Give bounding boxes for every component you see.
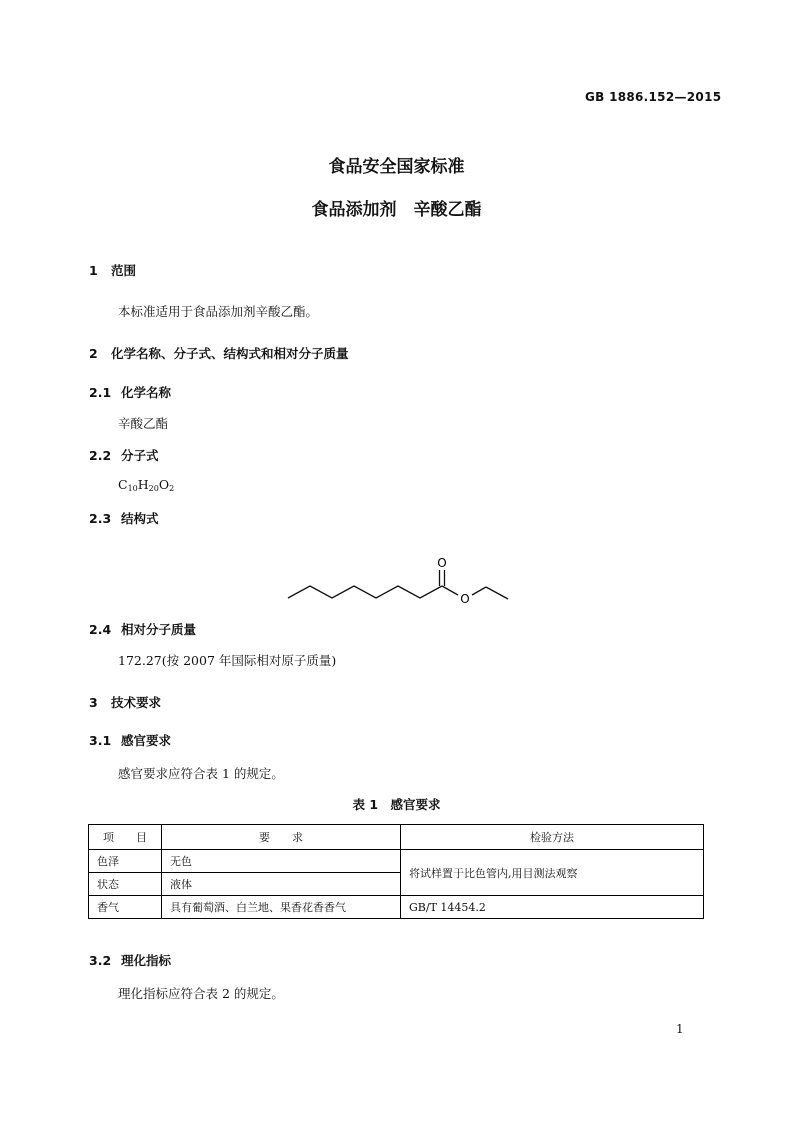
section-title: 分子式 [121,448,159,463]
section-number: 2.1 [89,385,112,400]
section-3-2-text: 理化指标应符合表 2 的规定。 [118,986,284,1001]
section-title: 感官要求 [121,733,172,748]
cell-requirement: 液体 [162,873,401,896]
cell-item: 香气 [89,896,162,919]
cell-requirement: 无色 [162,850,401,873]
section-3-1-heading [89,731,171,749]
page-number: 1 [676,1022,684,1036]
section-number: 3.1 [89,733,112,748]
section-1-heading [89,261,136,279]
column-header-item: 项 目 [89,825,162,850]
section-2-2-heading [89,446,159,464]
section-3-1-text: 感官要求应符合表 1 的规定。 [118,766,284,781]
section-number: 2.4 [89,622,112,637]
ester-oxygen-label: O [460,592,470,606]
cell-item: 色泽 [89,850,162,873]
section-2-heading [89,344,349,362]
section-number: 2.3 [89,511,112,526]
table-1-caption: 表 1 感官要求 [352,797,441,812]
section-1-text: 本标准适用于食品添加剂辛酸乙酯。 [118,304,319,319]
column-header-requirement: 要 求 [162,825,401,850]
section-3-2-heading [89,951,171,969]
section-number: 2.2 [89,448,112,463]
cell-method-merged: 将试样置于比色管内,用目测法观察 [401,850,704,896]
section-title: 相对分子质量 [121,622,197,637]
cell-method: GB/T 14454.2 [401,896,704,919]
structural-formula [278,548,522,610]
section-2-1-heading [89,383,171,401]
standard-code: GB 1886.152—2015 [585,90,722,104]
section-title: 范围 [111,263,137,278]
table-row [89,850,704,873]
column-header-method: 检验方法 [401,825,704,850]
table-header-row [89,825,704,850]
section-2-3-heading [89,509,159,527]
section-number: 2 [89,346,98,361]
section-3-heading [89,693,161,711]
section-title: 技术要求 [111,695,162,710]
section-number: 3.2 [89,953,112,968]
section-number: 3 [89,695,98,710]
table-row [89,896,704,919]
cell-item: 状态 [89,873,162,896]
molecular-mass: 172.27(按 2007 年国际相对原子质量) [118,653,337,668]
section-title: 结构式 [121,511,159,526]
carbonyl-oxygen-label: O [437,556,447,570]
chemical-name: 辛酸乙酯 [118,416,169,431]
section-number: 1 [89,263,98,278]
section-title: 理化指标 [121,953,172,968]
sensory-requirements-table [88,824,704,919]
section-title: 化学名称、分子式、结构式和相对分子质量 [111,346,349,361]
molecular-formula: $C_{10}H_{20}O_2$ [118,477,175,493]
document-subtitle: 食品添加剂 辛酸乙酯 [311,200,482,220]
section-title: 化学名称 [121,385,172,400]
document-title: 食品安全国家标准 [328,157,465,177]
cell-requirement: 具有葡萄酒、白兰地、果香花香香气 [162,896,401,919]
section-2-4-heading [89,620,196,638]
